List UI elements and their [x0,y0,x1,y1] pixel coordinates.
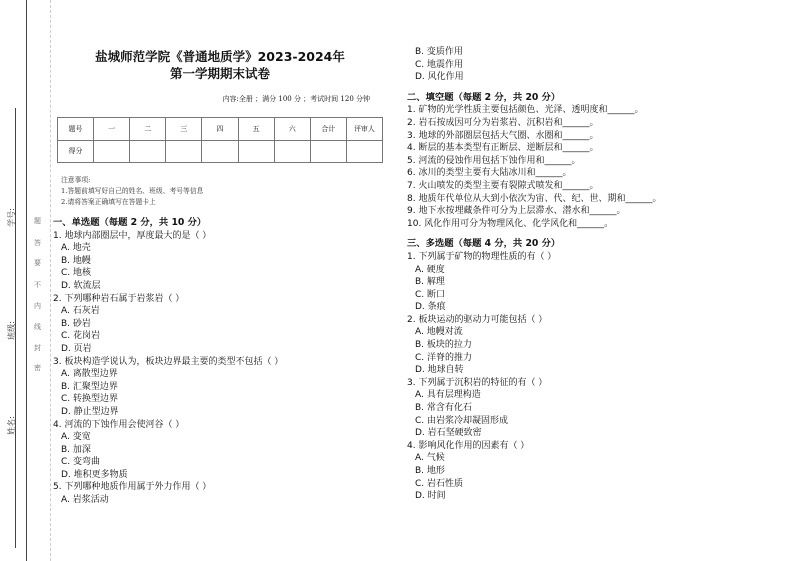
fill-blank-item: 7. 火山喷发的类型主要有裂隙式喷发和______。 [407,180,599,191]
score-cell[interactable] [310,140,346,163]
option: C. 地核 [61,268,92,279]
header-cell: 六 [274,118,310,141]
exam-title-line1: 盐城师范学院《普通地质学》2023-2024年 [95,49,345,64]
score-table-row [58,140,383,163]
header-cell: 题号 [58,118,94,141]
option: B. 板块的拉力 [415,340,472,351]
seal-char: 内 [34,302,41,310]
class-label: 班级: [6,321,16,340]
option: A. 岩浆活动 [61,495,109,506]
score-table [57,117,383,163]
header-cell: 五 [238,118,274,141]
score-cell[interactable] [130,140,166,163]
seal-char: 题 [34,217,41,225]
option: B. 地幔 [61,255,91,266]
option: D. 岩石坚硬致密 [415,428,482,439]
section3-heading: 三、多选题（每题 4 分，共 20 分） [407,238,561,250]
option: D. 页岩 [61,343,92,354]
score-cell[interactable] [346,140,382,163]
exam-meta: 内容:全册 ；满分 100 分 ；考试时间 120 分钟 [222,95,370,103]
option: B. 解理 [415,277,445,288]
note-item: 2.请将答案正确填写在答题卡上 [61,198,156,206]
option: D. 软流层 [61,280,101,291]
option: D. 风化作用 [415,72,464,83]
header-cell: 四 [202,118,238,141]
header-cell: 合计 [310,118,346,141]
option: A. 硬度 [415,264,445,275]
question-text: 3. 下列属于沉积岩的特征的有（ ） [407,377,548,388]
fill-blank-item: 8. 地质年代单位从大到小依次为宙、代、纪、世、期和______。 [407,193,662,204]
fill-blank-item: 1. 矿物的光学性质主要包括颜色、光泽、透明度和______。 [407,105,644,116]
fill-blank-item: 3. 地球的外部圈层包括大气圈、水圈和______。 [407,130,599,141]
exam-title-line2: 第一学期期末试卷 [169,66,270,81]
option: D. 地球自转 [415,365,464,376]
fill-blank-item: 2. 岩石按成因可分为岩浆岩、沉积岩和______。 [407,117,599,128]
option: B. 常含有化石 [415,403,472,414]
header-cell: 评审人 [346,118,382,141]
seal-char: 密 [34,364,41,372]
fill-blank-item: 9. 地下水按埋藏条件可分为上层滞水、潜水和______。 [407,206,626,217]
option: D. 时间 [415,491,446,502]
option: B. 变质作用 [415,47,463,57]
student-id-label: 学号: [6,208,16,227]
notes [61,175,203,208]
fill-blank-item: 5. 河流的侵蚀作用包括下蚀作用和______。 [407,155,581,166]
name-label: 姓名: [6,416,16,435]
question-text: 3. 板块构造学说认为，板块边界最主要的类型不包括（ ） [53,356,284,367]
section1-heading: 一、单选题（每题 2 分，共 10 分） [53,217,207,228]
score-cell[interactable] [274,140,310,163]
question-text: 5. 下列哪种地质作用属于外力作用（ ） [53,482,212,493]
option: C. 地震作用 [415,59,464,70]
option: A. 离散型边界 [61,369,118,380]
notes-heading: 注意事项: [61,176,91,184]
binding-line-inner [26,0,27,561]
score-cell[interactable] [202,140,238,163]
option: B. 砂岩 [61,318,91,329]
option: C. 由岩浆冷却凝固形成 [415,415,509,426]
note-item: 1.答题前填写好自己的姓名、班级、考号等信息 [61,187,204,195]
score-cell[interactable] [238,140,274,163]
score-table-header [58,118,383,141]
spacer [407,84,661,92]
seal-char: 不 [34,281,41,289]
option: A. 石灰岩 [61,306,100,317]
option: D. 静止型边界 [61,406,119,417]
option: A. 具有层理构造 [415,390,481,401]
score-cell[interactable] [94,140,130,163]
header-cell: 二 [130,118,166,141]
fill-blank-item: 6. 冰川的类型主要有大陆冰川和______。 [407,168,572,179]
question-text: 4. 河流的下蚀作用会使河谷（ ） [53,419,185,430]
option: C. 花岗岩 [61,331,101,342]
seal-char: 封 [34,344,41,352]
score-cell[interactable] [166,140,202,163]
section2-heading: 二、填空题（每题 2 分，共 20 分） [407,91,561,103]
header-cell: 三 [166,118,202,141]
seal-char: 要 [34,259,41,267]
option: C. 变弯曲 [61,457,101,468]
option: B. 汇聚型边界 [61,381,118,392]
fold-line [50,0,51,561]
option: C. 岩石性质 [415,478,464,489]
fill-blank-item: 4. 断层的基本类型有正断层、逆断层和______。 [407,143,599,154]
question-text: 1. 地球内部圈层中，厚度最大的是（ ） [53,230,212,241]
row-label: 得分 [58,140,94,163]
header-cell: 一 [94,118,130,141]
option: A. 地壳 [61,243,91,254]
option: A. 气候 [415,453,445,464]
option: A. 地幔对流 [415,327,463,338]
right-column [407,46,661,503]
seal-char: 线 [34,323,41,331]
fill-blank-item: 10. 风化作用可分为物理风化、化学风化和______。 [407,218,614,229]
option: B. 加深 [61,444,91,455]
option: C. 转换型边界 [61,394,119,405]
left-column [53,217,283,507]
option: C. 断口 [415,289,446,300]
seal-char: 答 [34,239,41,247]
question-text: 4. 影响风化作用的因素有（ ） [407,440,530,451]
option: D. 条痕 [415,302,446,313]
option: D. 堆积更多物质 [61,469,128,480]
option: B. 地形 [415,466,445,476]
question-text: 2. 板块运动的驱动力可能包括（ ） [407,314,548,325]
option: A. 变宽 [61,432,91,443]
question-text: 1. 下列属于矿物的物理性质的有（ ） [407,251,557,262]
option: C. 洋脊的推力 [415,352,473,363]
question-text: 2. 下列哪种岩石属于岩浆岩（ ） [53,293,185,304]
